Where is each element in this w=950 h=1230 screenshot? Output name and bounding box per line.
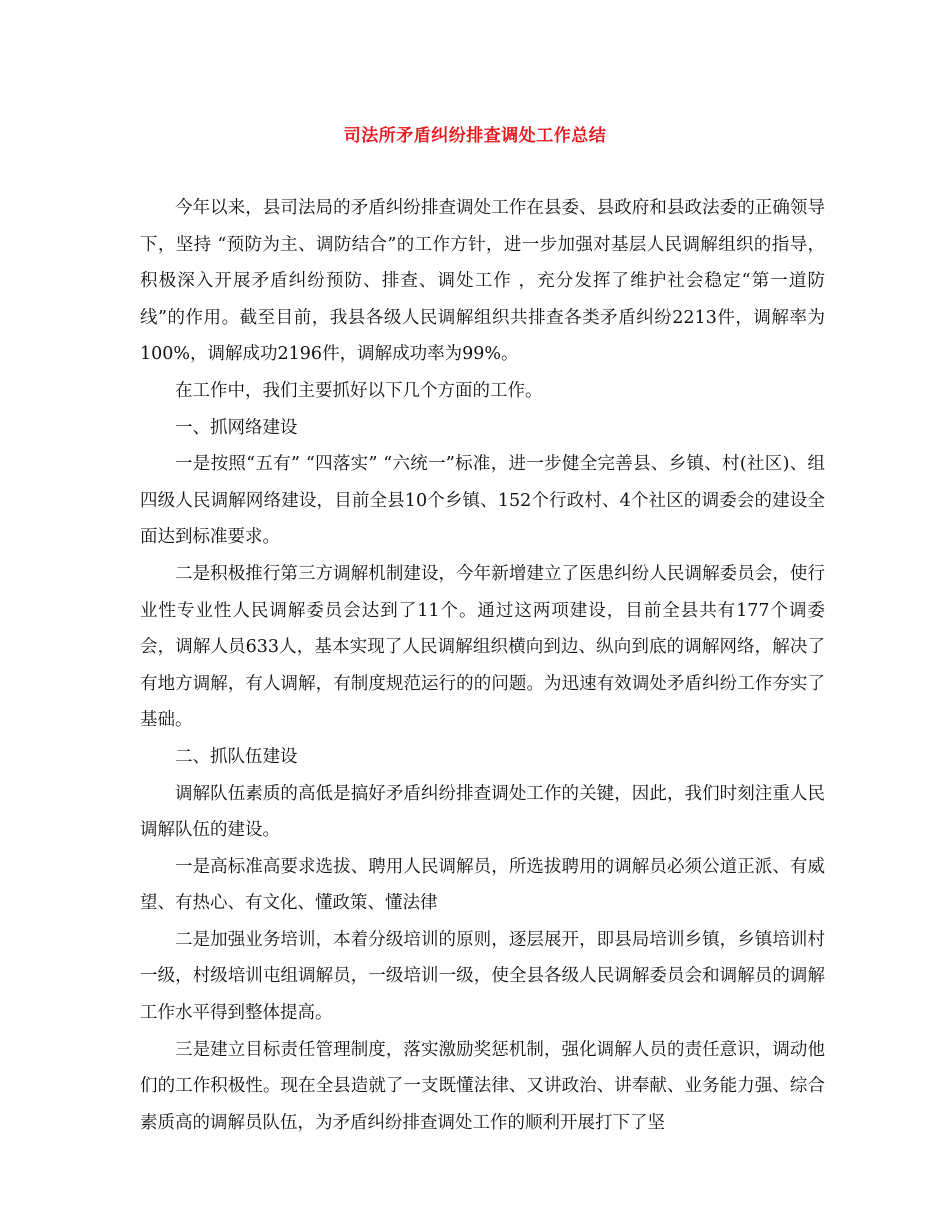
paragraph-team-intro: 调解队伍素质的高低是搞好矛盾纠纷排查调处工作的关键，因此，我们时刻注重人民调解队伍的建设。: [140, 783, 825, 841]
document-body: [140, 190, 825, 1141]
document-title: 司法所矛盾纠纷排查调处工作总结: [343, 126, 607, 146]
paragraph-network-1: 一是按照“五有” “四落实” “六统一”标准，进一步健全完善县、乡镇、村(社区)、组四级人民调解网络建设，目前全县10个乡镇、152个行政村、4个社区的调委会的建设全面达到标准要求。: [140, 454, 825, 548]
paragraph-team-3: 三是建立目标责任管理制度，落实激励奖惩机制，强化调解人员的责任意识，调动他们的工作积极性。现在全县造就了一支既懂法律、又讲政治、讲奉献、业务能力强、综合素质高的调解员队伍，为矛盾纠纷排查调处工作的顺利开展打下了坚: [140, 1039, 825, 1133]
section-heading-team: 二、抓队伍建设: [175, 746, 298, 767]
paragraph-network-2: 二是积极推行第三方调解机制建设，今年新增建立了医患纠纷人民调解委员会，使行业性专业性人民调解委员会达到了11个。通过这两项建设，目前全县共有177个调委会，调解人员633人，基本实现了人民调解组织横向到边、纵向到底的调解网络，解决了有地方调解，有人调解，有制度规范运行的的问题。为迅速有效调处矛盾纠纷工作夯实了基础。: [140, 563, 825, 731]
section-heading-network: 一、抓网络建设: [175, 417, 298, 438]
paragraph-team-1: 一是高标准高要求选拔、聘用人民调解员，所选拔聘用的调解员必须公道正派、有威望、有热心、有文化、懂政策、懂法律: [140, 856, 825, 914]
paragraph-overview: 在工作中，我们主要抓好以下几个方面的工作。: [175, 380, 543, 401]
paragraph-team-2: 二是加强业务培训，本着分级培训的原则，逐层展开，即县局培训乡镇，乡镇培训村一级，村级培训屯组调解员，一级培训一级，使全县各级人民调解委员会和调解员的调解工作水平得到整体提高。: [140, 929, 825, 1024]
paragraph-intro: 今年以来，县司法局的矛盾纠纷排查调处工作在县委、县政府和县政法委的正确领导下，坚持 “预防为主、调防结合”的工作方针，进一步加强对基层人民调解组织的指导，积极深入开展矛盾纠纷预防、排查、调处工作 ，充分发挥了维护社会稳定“第一道防线”的作用。截至目前，我县各级人民调解组织共排查各类矛盾纠纷2213件，调解率为100%，调解成功2196件，调解成功率为99%。: [140, 198, 825, 365]
